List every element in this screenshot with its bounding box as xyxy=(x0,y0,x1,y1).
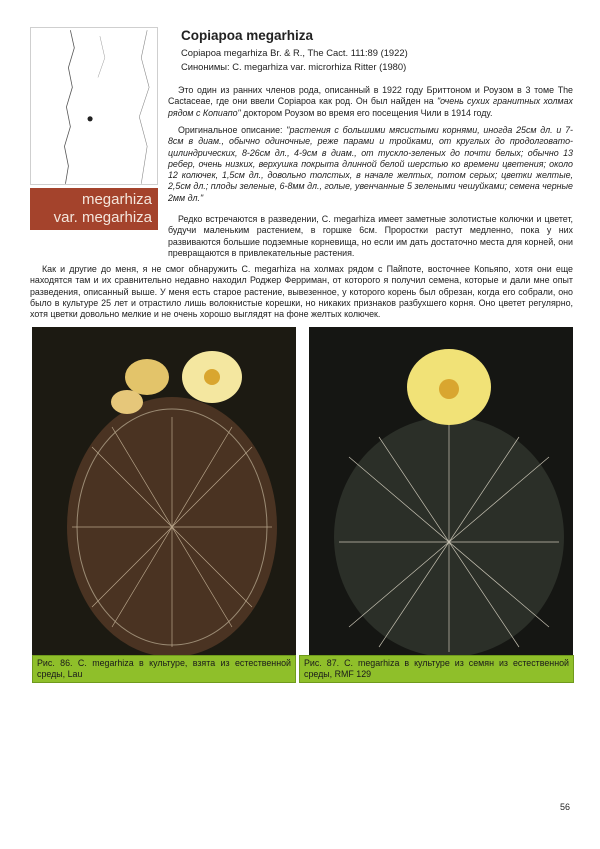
location-map xyxy=(30,27,158,185)
paragraph-1: Это один из ранних членов рода, описанный в 1922 году Бриттоном и Роузом в 3 томе The Cactaceae, где они ввели Copiapoa как род. Он был найден на "очень сухих гранитных холмах рядом с Копиапо" доктором Роузом во время его посещения Чили в 1914 году. xyxy=(168,85,573,118)
cactus-photo-icon xyxy=(309,327,573,657)
page-number: 56 xyxy=(559,802,570,812)
photo-86 xyxy=(32,327,296,657)
badge-line-1: megarhiza xyxy=(81,191,152,208)
paragraph-4: Как и другие до меня, я не смог обнаружить C. megarhiza на холмах рядом с Пайпоте, восточнее Копьяпо, хотя они еще находятся там и их сравнительно недавно находил Роджер Ферриман, от которого я получил семена, которые и дали мне опыт разведения, описанный выше. У меня есть старое растение, вывезенное, у которого корень был обрезан, когда его собрали, оно было в культуре 25 лет и отрастило лишь волокнистые корешки, но никаких признаков разбухшего корня. Оно цветет регулярно, хотя цветки довольно мелкие и не очень хорошо выглядят на фоне желтых колючек. xyxy=(30,264,573,320)
citation: Copiapoa megarhiza Br. & R., The Cact. 111:89 (1922) xyxy=(181,47,408,58)
paragraph-3-start: Редко встречаются в разведении, C. megarhiza имеет заметные золотистые колючки и цветет, будучи маленьким растением, в горшке 6см. Проростки растут медленно, пока у них развиваются большие подземные корневища, но если им дать достаточно места для корней, они превращаются в привлекательные растения. xyxy=(168,214,573,258)
synonyms: Синонимы: C. megarhiza var. microrhiza Ritter (1980) xyxy=(181,61,407,72)
badge-line-2: var. megarhiza xyxy=(53,209,152,226)
cactus-photo-icon xyxy=(32,327,296,657)
location-dot xyxy=(88,116,93,121)
caption-86: Рис. 86. C. megarhiza в культуре, взята из естественной среды, Lau xyxy=(32,655,296,683)
caption-87: Рис. 87. C. megarhiza в культуре из семян из естественной среды, RMF 129 xyxy=(299,655,574,683)
paragraph-2: Оригинальное описание: "растения с большими мясистыми корнями, иногда 25см дл. и 7-8см в диам., обычно одиночные, реже парами и тройками, от круглых до продолговато-цилиндрических, 8-26см дл., 4-9см в диам., от тускло-зеленых до почти белых; обычно 13 ребер, очень низких, верхушка покрыта длинной белой шерстью ко времени цветения; около 12 колючек, 1,5см дл., довольно толстых, в начале желтых, потом серых; цветки желтые, 2,5см дл.; плоды зеленые, 6-8мм дл., голые, увенчанные 5 зелеными чешуйками; семена черные 2мм дл." xyxy=(168,125,574,203)
photo-87 xyxy=(309,327,573,657)
page-title: Copiapoa megarhiza xyxy=(181,28,314,43)
taxon-badge xyxy=(30,188,158,230)
chile-coast-map-icon xyxy=(31,28,157,184)
